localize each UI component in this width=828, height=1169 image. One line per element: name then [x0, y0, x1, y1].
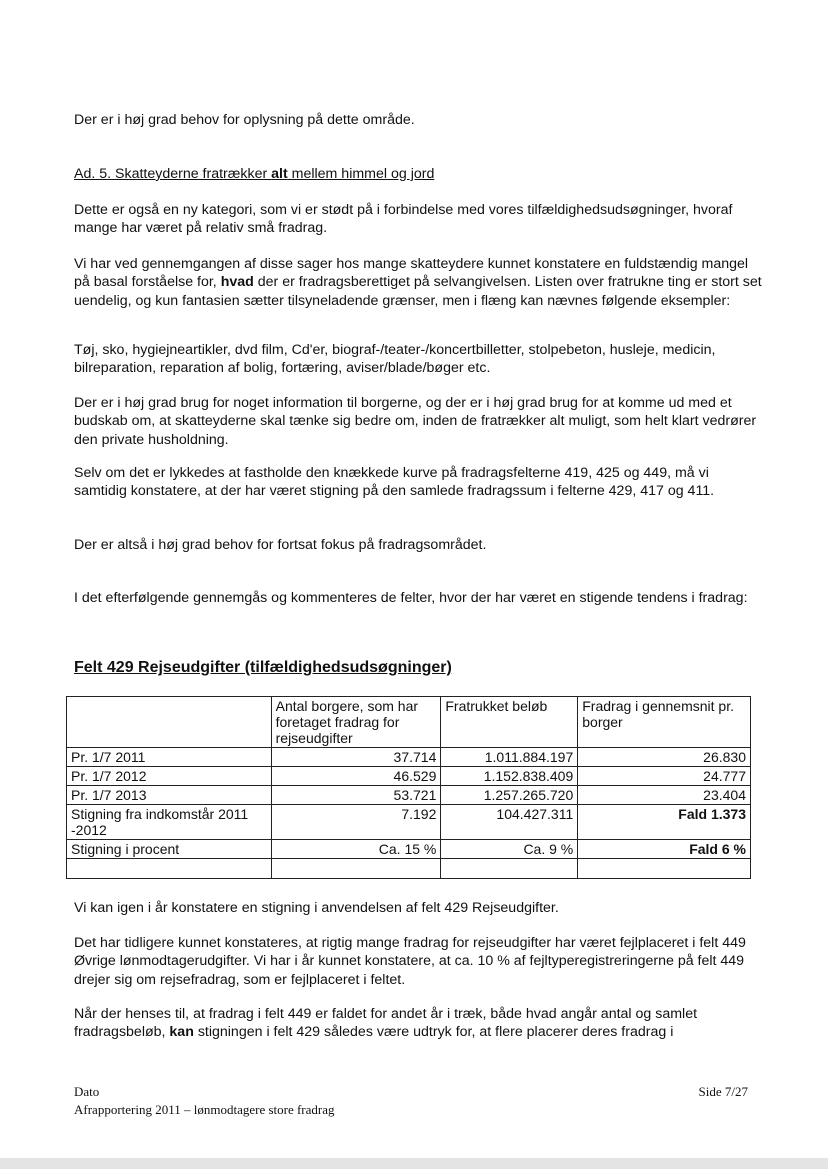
table-row: [67, 767, 751, 786]
paragraph-focus: Der er altså i høj grad behov for fortsat fokus på fradragsområdet.: [74, 537, 487, 553]
table-row: [67, 786, 751, 805]
table-row: [67, 805, 751, 840]
table-header-row: [67, 697, 751, 748]
table-cell: 7.192: [271, 805, 441, 840]
paragraph-bold: kan: [169, 1024, 194, 1041]
table-cell: [578, 859, 751, 879]
paragraph-text-end: stigningen i felt 429 således være udtryk for, at flere placerer deres fradrag i: [193, 1024, 674, 1041]
table-cell: 53.721: [271, 786, 441, 805]
table-cell: Pr. 1/7 2013: [67, 786, 272, 805]
table-cell: 46.529: [271, 767, 441, 786]
paragraph-text: Når der henses til, at fradrag i felt 449 er faldet for andet år i træk, både hvad angår antal og samlet fradragsbeløb,: [74, 1006, 698, 1041]
paragraph-examples: Tøj, sko, hygiejneartikler, dvd film, Cd'er, biograf-/teater-/koncertbilletter, stolpebeton, husleje, medicin, bilreparation, reparation af bolig, fortæring, aviser/blade/bøger etc.: [74, 342, 716, 377]
paragraph-review: [74, 255, 764, 310]
paragraph-text-end: der er fradragsberettiget på selvangivelsen. Listen over fratrukne ting er stort set uendelig, og kun fantasien sætter tilsyneladende grænser, men i flæng kan nævnes følgende eksempler:: [74, 274, 762, 309]
felt-429-title: Felt 429 Rejseudgifter (tilfældighedsudsøgninger): [74, 659, 452, 676]
footer-page-number: Side 7/27: [698, 1084, 748, 1099]
table-header-cell: Antal borgere, som har foretaget fradrag for rejseudgifter: [271, 697, 441, 748]
table-header-cell: [67, 697, 272, 748]
table-empty-row: [67, 859, 751, 879]
footer-report-title: Afrapportering 2011 – lønmodtagere store fradrag: [74, 1102, 335, 1117]
table-cell: [67, 859, 272, 879]
table-cell: 24.777: [578, 767, 751, 786]
table-header-cell: Fradrag i gennemsnit pr. borger: [578, 697, 751, 748]
table-cell: 104.427.311: [441, 805, 578, 840]
page-bottom-edge: [0, 1158, 828, 1169]
paragraph-misplaced: Det har tidligere kunnet konstateres, at rigtig mange fradrag for rejseudgifter har været fejlplaceret i felt 449 Øvrige lønmodtagerudgifter. Vi har i år kunnet konstatere, at ca. 10 % af fejltyperegistreringerne på felt 449 drejer sig om rejsefradrag, som er fejlplaceret i feltet.: [74, 935, 746, 988]
table-cell: 1.257.265.720: [441, 786, 578, 805]
paragraph-curve: Selv om det er lykkedes at fastholde den knækkede kurve på fradragsfelterne 419, 425 og 449, må vi samtidig konstatere, at der har været stigning på den samlede fradragssum i felterne 429, 417 og 411.: [74, 465, 715, 500]
table-cell: 23.404: [578, 786, 751, 805]
table-cell: 1.152.838.409: [441, 767, 578, 786]
table-cell: Stigning i procent: [67, 840, 272, 859]
section-heading-ad5: [74, 165, 764, 183]
table-cell: [271, 859, 441, 879]
heading-text: Ad. 5. Skatteyderne fratrækker: [74, 166, 272, 182]
paragraph-following: I det efterfølgende gennemgås og kommenteres de felter, hvor der har været en stigende tendens i fradrag:: [74, 590, 748, 606]
paragraph-intro: Der er i høj grad behov for oplysning på dette område.: [74, 112, 415, 128]
table-header-cell: Fratrukket beløb: [441, 697, 578, 748]
paragraph-bold: hvad: [220, 274, 254, 291]
table-cell: Pr. 1/7 2012: [67, 767, 272, 786]
heading-text-end: mellem himmel og jord: [287, 166, 435, 182]
footer-date: Dato: [74, 1084, 100, 1099]
table-cell: 1.011.884.197: [441, 748, 578, 767]
table-cell: Ca. 15 %: [271, 840, 441, 859]
paragraph-decline: [74, 1005, 764, 1042]
table-cell: Stigning fra indkomstår 2011 -2012: [67, 805, 272, 840]
table-cell: Fald 6 %: [578, 840, 751, 859]
table-row: [67, 840, 751, 859]
table-cell: 26.830: [578, 748, 751, 767]
heading-bold: alt: [271, 166, 288, 182]
paragraph-text: Vi har ved gennemgangen af disse sager hos mange skatteydere kunnet konstatere en fuldstændig mangel på basal forståelse for,: [74, 256, 749, 291]
table-row: [67, 748, 751, 767]
felt-429-table: [66, 696, 751, 879]
table-cell: [441, 859, 578, 879]
table-cell: Ca. 9 %: [441, 840, 578, 859]
table-cell: Fald 1.373: [578, 805, 751, 840]
table-cell: Pr. 1/7 2011: [67, 748, 272, 767]
paragraph-information: Der er i høj grad brug for noget information til borgerne, og der er i høj grad brug for at komme ud med et budskab om, at skatteyderne skal tænke sig bedre om, inden de fratrækker alt muligt, som helt klart vedrører den private husholdning.: [74, 395, 757, 448]
footer-left: [74, 1083, 335, 1119]
paragraph-increase: Vi kan igen i år konstatere en stigning i anvendelsen af felt 429 Rejseudgifter.: [74, 900, 559, 916]
table-cell: 37.714: [271, 748, 441, 767]
paragraph-new-category: Dette er også en ny kategori, som vi er stødt på i forbindelse med vores tilfældighedsudsøgninger, hvoraf mange har været på relativ små fradrag.: [74, 202, 733, 237]
